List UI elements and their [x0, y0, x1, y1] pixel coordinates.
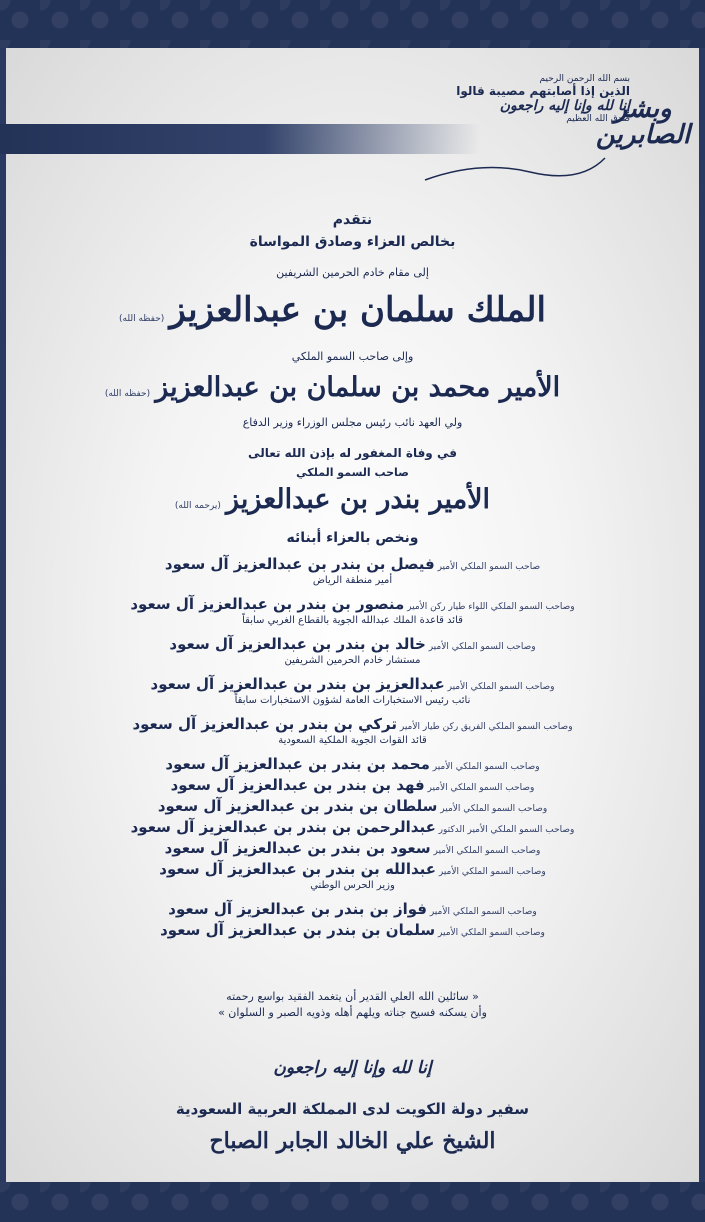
son-prefix: وصاحب السمو الملكي الأمير: [435, 928, 545, 938]
son-name: سعود بن بندر بن عبدالعزيز آل سعود: [164, 839, 431, 857]
deceased-note: (يرحمه الله): [174, 501, 221, 511]
top-pattern-band: [0, 0, 705, 48]
crown-note: (حفظه الله): [104, 389, 151, 399]
son-prefix: وصاحب السمو الملكي الأمير: [426, 907, 537, 917]
son-prefix: وصاحب السمو الملكي الأمير: [424, 783, 535, 793]
son-row: [0, 775, 705, 794]
deceased-intro-1: في وفاة المغفور له بإذن الله تعالى: [248, 446, 457, 460]
son-role: أمير منطقة الرياض: [312, 575, 393, 586]
son-name: خالد بن بندر بن عبدالعزيز آل سعود: [169, 635, 426, 653]
son-prefix: وصاحب السمو الملكي الأمير: [425, 642, 536, 652]
son-name: فهد بن بندر بن عبدالعزيز آل سعود: [170, 776, 425, 794]
ambassador-title: سفير دولة الكويت لدى المملكة العربية السعودية: [175, 1100, 530, 1118]
son-prefix: وصاحب السمو الملكي الأمير: [429, 762, 540, 772]
son-prefix: وصاحب السمو الملكي الفريق ركن طيار الأمير: [397, 722, 573, 732]
son-role: نائب رئيس الاستخبارات العامة لشؤون الاستخبارات سابقاً: [234, 695, 471, 706]
son-prefix: وصاحب السمو الملكي الأمير: [444, 682, 555, 692]
intro-line-3: إلى مقام خادم الحرمين الشريفين: [276, 266, 429, 279]
son-row: [0, 838, 705, 857]
intro-line-1: نتقدم: [332, 212, 373, 228]
crown-row: [0, 372, 685, 403]
son-row: [0, 859, 705, 878]
prayer-line-2: وأن يسكنه فسيح جناته ويلهم أهله وذويه الصبر و السلوان »: [218, 1006, 487, 1019]
sons-intro: ونخص بالعزاء أبنائه: [286, 530, 419, 546]
son-name: سلطان بن بندر بن عبدالعزيز آل سعود: [157, 797, 438, 815]
son-row: [0, 899, 705, 918]
son-row: [0, 920, 705, 939]
son-name: عبدالعزيز بن بندر بن عبدالعزيز آل سعود: [150, 675, 445, 693]
ambassador-name: الشيخ علي الخالد الجابر الصباح: [209, 1128, 496, 1154]
son-name: فواز بن بندر بن عبدالعزيز آل سعود: [168, 900, 427, 918]
closing-verse: إنا لله وإنا إليه راجعون: [273, 1058, 432, 1078]
son-row: [0, 594, 705, 613]
son-name: تركي بن بندر بن عبدالعزيز آل سعود: [132, 715, 397, 733]
son-prefix: وصاحب السمو الملكي اللواء طيار ركن الأمير: [404, 602, 575, 612]
son-row: [0, 554, 705, 573]
son-row: [0, 714, 705, 733]
verse-call: إنا لله وإنا إليه راجعون: [499, 98, 630, 114]
king-row: [0, 290, 685, 330]
son-prefix: وصاحب السمو الملكي الأمير: [436, 867, 546, 877]
son-row: [0, 674, 705, 693]
basmala: بسم الله الرحمن الرحيم: [539, 74, 630, 84]
calligraphy-emblem: وبشر الصابرين: [595, 94, 691, 150]
header-stripe: [0, 124, 480, 154]
son-role: مستشار خادم الحرمين الشريفين: [284, 655, 421, 666]
crown-intro: وإلى صاحب السمو الملكي: [291, 350, 414, 363]
son-name: عبدالله بن بندر بن عبدالعزيز آل سعود: [159, 860, 436, 878]
son-name: محمد بن بندر بن عبدالعزيز آل سعود: [165, 755, 430, 773]
intro-line-2: بخالص العزاء وصادق المواساة: [249, 234, 456, 250]
son-name: عبدالرحمن بن بندر بن عبدالعزيز آل سعود: [130, 818, 436, 836]
son-name: فيصل بن بندر بن عبدالعزيز آل سعود: [164, 555, 435, 573]
son-name: سلمان بن بندر بن عبدالعزيز آل سعود: [160, 921, 436, 939]
son-row: [0, 817, 705, 836]
son-prefix: وصاحب السمو الملكي الأمير: [437, 804, 548, 814]
son-role: قائد القوات الجوية الملكية السعودية: [278, 735, 427, 746]
king-name: الملك سلمان بن عبدالعزيز: [169, 290, 546, 330]
son-prefix: صاحب السمو الملكي الأمير: [434, 562, 541, 572]
son-row: [0, 754, 705, 773]
crown-title: ولي العهد نائب رئيس مجلس الوزراء وزير الدفاع: [242, 416, 463, 429]
son-prefix: وصاحب السمو الملكي الأمير الدكتور: [435, 825, 575, 835]
calligraphy-swirl: [420, 150, 610, 190]
prayer-line-1: « سائلين الله العلي القدير أن يتغمد الفقيد بواسع رحمته: [226, 990, 479, 1003]
deceased-intro-2: صاحب السمو الملكي: [296, 466, 409, 479]
son-prefix: وصاحب السمو الملكي الأمير: [430, 846, 541, 856]
deceased-name: الأمير بندر بن عبدالعزيز: [226, 484, 491, 515]
crown-prince-name: الأمير محمد بن سلمان بن عبدالعزيز: [155, 372, 561, 403]
son-row: [0, 634, 705, 653]
verse-line: الذين إذا أصابتهم مصيبة قالوا: [456, 84, 630, 98]
king-note: (حفظه الله): [119, 314, 165, 324]
bottom-pattern-band: [0, 1182, 705, 1222]
son-row: [0, 796, 705, 815]
son-role: قائد قاعدة الملك عبدالله الجوية بالقطاع الغربي سابقاً: [242, 615, 463, 626]
son-name: منصور بن بندر بن عبدالعزيز آل سعود: [130, 595, 405, 613]
verse-source: صدق الله العظيم: [566, 114, 630, 124]
deceased-row: [0, 484, 685, 515]
son-role: وزير الحرس الوطني: [310, 880, 395, 891]
